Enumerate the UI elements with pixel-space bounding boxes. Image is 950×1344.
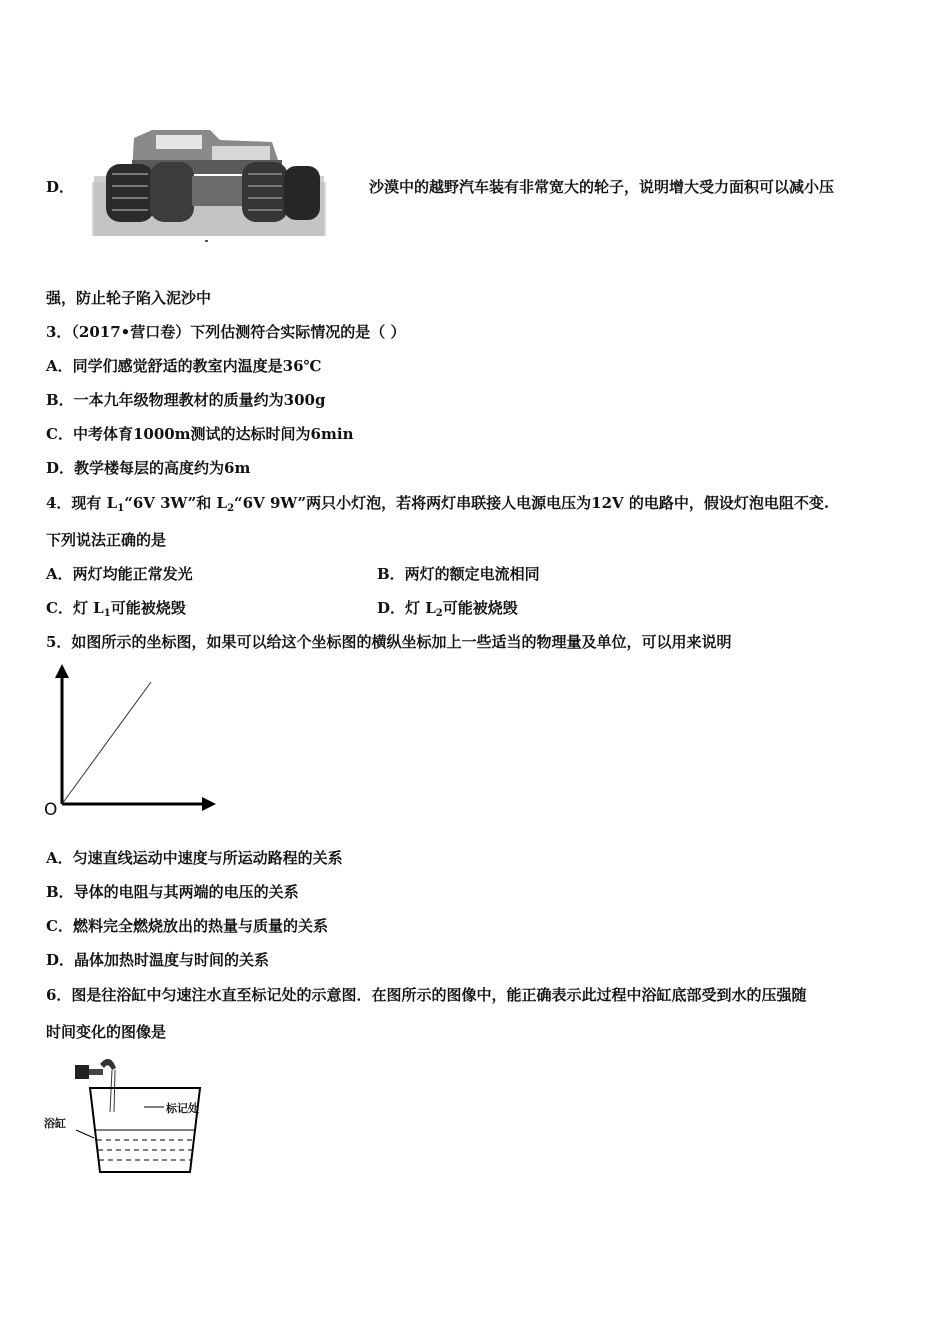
q3-stem: 3．（2017•营口卷）下列估测符合实际情况的是（ ） <box>46 323 406 341</box>
q5-option-b: B．导体的电阻与其两端的电压的关系 <box>46 883 299 901</box>
q4-stem: 4．现有 $L_1“6V$ 3W”和 $L_2“6V$ 9W”两只小灯泡，若将两灯串联接人电源电压为12V 的电路中，假设灯泡电阻不变. <box>46 494 830 514</box>
x-axis-arrow <box>202 797 216 811</box>
q5-coordinate-graph <box>40 660 225 825</box>
tub-pointer <box>76 1130 94 1138</box>
q3-option-b: B．一本九年级物理教材的质量约为300g <box>46 391 326 409</box>
offroad-truck-image <box>92 126 326 248</box>
faucet-icon <box>100 1059 116 1070</box>
mark-label: 标记处 <box>166 1102 199 1115</box>
q5-stem: 5．如图所示的坐标图，如果可以给这个坐标图的横纵坐标加上一些适当的物理量及单位，可以用来说明 <box>46 633 732 651</box>
y-axis-arrow <box>55 664 69 678</box>
q2-option-d-letter: D． <box>46 178 75 196</box>
q6-stem: 6．图是往浴缸中匀速注水直至标记处的示意图．在图所示的图像中，能正确表示此过程中浴缸底部受到水的压强随 <box>46 986 807 1004</box>
q5-option-d: D．晶体加热时温度与时间的关系 <box>46 951 270 969</box>
q4-stem-cont: 下列说法正确的是 <box>46 531 167 549</box>
q2-option-d-text: 沙漠中的越野汽车装有非常宽大的轮子，说明增大受力面积可以减小压 <box>369 178 835 196</box>
tub-label: 浴缸 <box>44 1117 66 1130</box>
q4-option-a: A．两灯均能正常发光 <box>46 565 193 583</box>
proportional-line <box>62 682 151 804</box>
q3-option-d: D．教学楼每层的高度约为6m <box>46 459 251 477</box>
q4-option-c: C．灯 $L_1$可能被烧毁 <box>46 599 186 619</box>
faucet-handle <box>75 1065 89 1079</box>
q5-option-a: A．匀速直线运动中速度与所运动路程的关系 <box>46 849 343 867</box>
bathtub-diagram <box>70 1052 220 1182</box>
q4-option-b: B．两灯的额定电流相同 <box>377 565 540 583</box>
q3-option-c: C．中考体育1000m测试的达标时间为6min <box>46 425 354 443</box>
q2-option-d-text-cont: 强，防止轮子陷入泥沙中 <box>46 289 212 307</box>
origin-label: O <box>44 800 58 820</box>
q6-stem-cont: 时间变化的图像是 <box>46 1023 167 1041</box>
q4-option-d: D．灯 $L_2$可能被烧毁 <box>377 599 518 619</box>
q5-option-c: C．燃料完全燃烧放出的热量与质量的关系 <box>46 917 328 935</box>
q3-option-a: A．同学们感觉舒适的教室内温度是36℃ <box>46 357 322 375</box>
